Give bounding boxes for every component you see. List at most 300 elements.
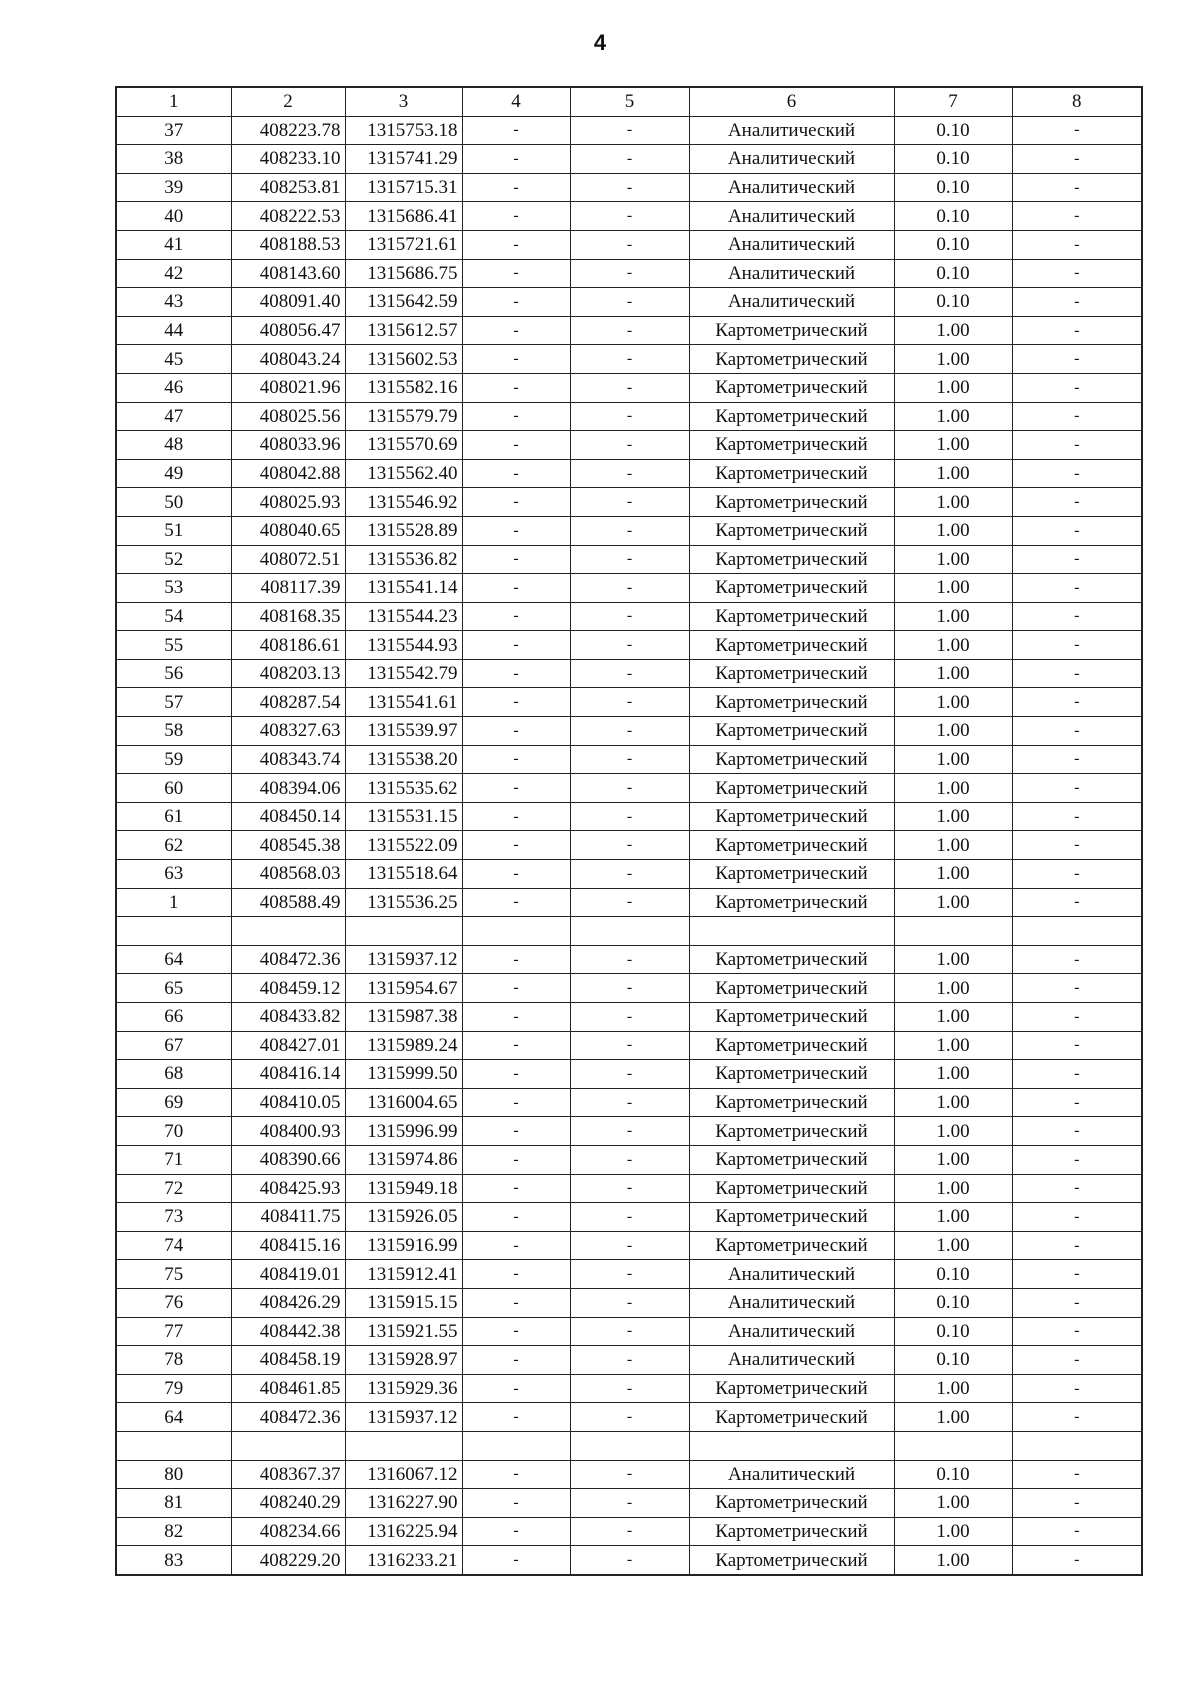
accuracy-cell: 1.00 bbox=[894, 459, 1012, 488]
column-5-cell: - bbox=[570, 1203, 689, 1232]
column-4-cell: - bbox=[462, 1489, 570, 1518]
table-row bbox=[116, 1060, 1142, 1089]
column-8-cell: - bbox=[1012, 259, 1142, 288]
x-coordinate-cell: 408056.47 bbox=[231, 316, 345, 345]
method-cell: Картометрический bbox=[689, 688, 894, 717]
method-cell bbox=[689, 1431, 894, 1460]
column-8-cell: - bbox=[1012, 574, 1142, 603]
column-4-cell: - bbox=[462, 574, 570, 603]
accuracy-cell: 0.10 bbox=[894, 116, 1012, 145]
accuracy-cell: 0.10 bbox=[894, 1260, 1012, 1289]
x-coordinate-cell: 408091.40 bbox=[231, 288, 345, 317]
column-8-cell: - bbox=[1012, 1231, 1142, 1260]
accuracy-cell: 0.10 bbox=[894, 145, 1012, 174]
column-4-cell: - bbox=[462, 1346, 570, 1375]
page-number: 4 bbox=[593, 30, 607, 55]
point-number-cell: 57 bbox=[116, 688, 231, 717]
column-4-cell: - bbox=[462, 402, 570, 431]
y-coordinate-cell: 1315518.64 bbox=[345, 860, 462, 889]
y-coordinate-cell: 1315753.18 bbox=[345, 116, 462, 145]
column-5-cell bbox=[570, 1431, 689, 1460]
table-row bbox=[116, 745, 1142, 774]
method-cell: Картометрический bbox=[689, 1231, 894, 1260]
accuracy-cell: 1.00 bbox=[894, 545, 1012, 574]
x-coordinate-cell: 408419.01 bbox=[231, 1260, 345, 1289]
column-5-cell: - bbox=[570, 1374, 689, 1403]
column-4-cell: - bbox=[462, 1317, 570, 1346]
x-coordinate-cell: 408233.10 bbox=[231, 145, 345, 174]
column-4-cell: - bbox=[462, 1145, 570, 1174]
point-number-cell: 82 bbox=[116, 1517, 231, 1546]
column-5-cell: - bbox=[570, 1117, 689, 1146]
column-8-cell: - bbox=[1012, 688, 1142, 717]
column-4-cell: - bbox=[462, 1117, 570, 1146]
column-8-cell: - bbox=[1012, 631, 1142, 660]
method-cell: Аналитический bbox=[689, 1288, 894, 1317]
column-5-cell: - bbox=[570, 402, 689, 431]
x-coordinate-cell: 408425.93 bbox=[231, 1174, 345, 1203]
point-number-cell: 44 bbox=[116, 316, 231, 345]
x-coordinate-cell: 408040.65 bbox=[231, 516, 345, 545]
table-row bbox=[116, 316, 1142, 345]
x-coordinate-cell: 408390.66 bbox=[231, 1145, 345, 1174]
accuracy-cell: 1.00 bbox=[894, 831, 1012, 860]
y-coordinate-cell: 1315531.15 bbox=[345, 802, 462, 831]
y-coordinate-cell: 1315912.41 bbox=[345, 1260, 462, 1289]
table-body bbox=[116, 116, 1142, 1575]
accuracy-cell: 1.00 bbox=[894, 1517, 1012, 1546]
point-number-cell: 83 bbox=[116, 1546, 231, 1575]
table-row bbox=[116, 145, 1142, 174]
column-4-cell: - bbox=[462, 717, 570, 746]
column-5-cell: - bbox=[570, 173, 689, 202]
accuracy-cell: 1.00 bbox=[894, 688, 1012, 717]
method-cell: Аналитический bbox=[689, 1346, 894, 1375]
x-coordinate-cell: 408043.24 bbox=[231, 345, 345, 374]
y-coordinate-cell: 1315949.18 bbox=[345, 1174, 462, 1203]
point-number-cell: 76 bbox=[116, 1288, 231, 1317]
accuracy-cell: 1.00 bbox=[894, 1088, 1012, 1117]
y-coordinate-cell: 1315544.23 bbox=[345, 602, 462, 631]
method-cell: Картометрический bbox=[689, 745, 894, 774]
point-number-cell: 79 bbox=[116, 1374, 231, 1403]
method-cell: Картометрический bbox=[689, 1489, 894, 1518]
accuracy-cell: 0.10 bbox=[894, 259, 1012, 288]
accuracy-cell: 1.00 bbox=[894, 373, 1012, 402]
column-4-cell: - bbox=[462, 974, 570, 1003]
x-coordinate-cell: 408461.85 bbox=[231, 1374, 345, 1403]
accuracy-cell: 1.00 bbox=[894, 431, 1012, 460]
accuracy-cell bbox=[894, 917, 1012, 946]
x-coordinate-cell: 408186.61 bbox=[231, 631, 345, 660]
accuracy-cell: 0.10 bbox=[894, 1317, 1012, 1346]
table-row bbox=[116, 1003, 1142, 1032]
method-cell: Картометрический bbox=[689, 860, 894, 889]
method-cell: Аналитический bbox=[689, 230, 894, 259]
x-coordinate-cell: 408240.29 bbox=[231, 1489, 345, 1518]
column-4-cell: - bbox=[462, 1460, 570, 1489]
method-cell: Картометрический bbox=[689, 345, 894, 374]
y-coordinate-cell: 1315538.20 bbox=[345, 745, 462, 774]
point-number-cell: 54 bbox=[116, 602, 231, 631]
point-number-cell: 62 bbox=[116, 831, 231, 860]
method-cell: Картометрический bbox=[689, 373, 894, 402]
y-coordinate-cell: 1315546.92 bbox=[345, 488, 462, 517]
x-coordinate-cell: 408416.14 bbox=[231, 1060, 345, 1089]
column-5-cell: - bbox=[570, 1546, 689, 1575]
column-5-cell: - bbox=[570, 145, 689, 174]
method-cell: Картометрический bbox=[689, 631, 894, 660]
column-8-cell: - bbox=[1012, 1174, 1142, 1203]
column-5-cell: - bbox=[570, 316, 689, 345]
column-5-cell: - bbox=[570, 860, 689, 889]
y-coordinate-cell: 1315926.05 bbox=[345, 1203, 462, 1232]
table-row bbox=[116, 1346, 1142, 1375]
table-row bbox=[116, 1088, 1142, 1117]
y-coordinate-cell: 1315570.69 bbox=[345, 431, 462, 460]
column-8-cell: - bbox=[1012, 1517, 1142, 1546]
accuracy-cell: 1.00 bbox=[894, 1060, 1012, 1089]
point-number-cell: 67 bbox=[116, 1031, 231, 1060]
y-coordinate-cell: 1315612.57 bbox=[345, 316, 462, 345]
x-coordinate-cell: 408327.63 bbox=[231, 717, 345, 746]
table-row bbox=[116, 860, 1142, 889]
column-header: 8 bbox=[1012, 87, 1142, 116]
x-coordinate-cell: 408472.36 bbox=[231, 1403, 345, 1432]
point-number-cell: 55 bbox=[116, 631, 231, 660]
x-coordinate-cell: 408459.12 bbox=[231, 974, 345, 1003]
y-coordinate-cell: 1315928.97 bbox=[345, 1346, 462, 1375]
column-5-cell: - bbox=[570, 516, 689, 545]
method-cell: Картометрический bbox=[689, 1374, 894, 1403]
column-5-cell: - bbox=[570, 116, 689, 145]
table-row bbox=[116, 1203, 1142, 1232]
column-5-cell: - bbox=[570, 688, 689, 717]
column-8-cell: - bbox=[1012, 1288, 1142, 1317]
column-5-cell: - bbox=[570, 1060, 689, 1089]
column-5-cell: - bbox=[570, 1031, 689, 1060]
table-row bbox=[116, 202, 1142, 231]
point-number-cell: 45 bbox=[116, 345, 231, 374]
method-cell: Картометрический bbox=[689, 1517, 894, 1546]
x-coordinate-cell: 408025.56 bbox=[231, 402, 345, 431]
column-4-cell: - bbox=[462, 230, 570, 259]
table-row bbox=[116, 1374, 1142, 1403]
column-4-cell: - bbox=[462, 631, 570, 660]
table-row bbox=[116, 1489, 1142, 1518]
method-cell: Картометрический bbox=[689, 1117, 894, 1146]
column-4-cell: - bbox=[462, 1031, 570, 1060]
column-5-cell: - bbox=[570, 659, 689, 688]
x-coordinate-cell: 408411.75 bbox=[231, 1203, 345, 1232]
y-coordinate-cell: 1315929.36 bbox=[345, 1374, 462, 1403]
x-coordinate-cell: 408117.39 bbox=[231, 574, 345, 603]
column-8-cell: - bbox=[1012, 488, 1142, 517]
table-row bbox=[116, 1403, 1142, 1432]
table-row bbox=[116, 945, 1142, 974]
column-4-cell: - bbox=[462, 259, 570, 288]
column-5-cell: - bbox=[570, 888, 689, 917]
x-coordinate-cell: 408427.01 bbox=[231, 1031, 345, 1060]
method-cell: Картометрический bbox=[689, 459, 894, 488]
y-coordinate-cell: 1316004.65 bbox=[345, 1088, 462, 1117]
column-8-cell: - bbox=[1012, 659, 1142, 688]
accuracy-cell: 1.00 bbox=[894, 316, 1012, 345]
x-coordinate-cell: 408442.38 bbox=[231, 1317, 345, 1346]
point-number-cell: 37 bbox=[116, 116, 231, 145]
column-5-cell: - bbox=[570, 1489, 689, 1518]
point-number-cell: 75 bbox=[116, 1260, 231, 1289]
x-coordinate-cell: 408168.35 bbox=[231, 602, 345, 631]
column-4-cell: - bbox=[462, 116, 570, 145]
column-5-cell: - bbox=[570, 717, 689, 746]
column-4-cell: - bbox=[462, 745, 570, 774]
accuracy-cell: 0.10 bbox=[894, 1460, 1012, 1489]
x-coordinate-cell: 408415.16 bbox=[231, 1231, 345, 1260]
table-row bbox=[116, 831, 1142, 860]
column-header: 5 bbox=[570, 87, 689, 116]
accuracy-cell: 1.00 bbox=[894, 345, 1012, 374]
table-row bbox=[116, 459, 1142, 488]
column-4-cell: - bbox=[462, 1231, 570, 1260]
table-row bbox=[116, 802, 1142, 831]
column-4-cell: - bbox=[462, 1546, 570, 1575]
column-4-cell: - bbox=[462, 1203, 570, 1232]
column-8-cell: - bbox=[1012, 373, 1142, 402]
y-coordinate-cell: 1315987.38 bbox=[345, 1003, 462, 1032]
column-4-cell: - bbox=[462, 1003, 570, 1032]
column-8-cell: - bbox=[1012, 230, 1142, 259]
column-8-cell: - bbox=[1012, 1060, 1142, 1089]
x-coordinate-cell: 408568.03 bbox=[231, 860, 345, 889]
accuracy-cell: 1.00 bbox=[894, 1546, 1012, 1575]
accuracy-cell: 1.00 bbox=[894, 802, 1012, 831]
table-row bbox=[116, 488, 1142, 517]
column-8-cell: - bbox=[1012, 802, 1142, 831]
column-header: 6 bbox=[689, 87, 894, 116]
point-number-cell: 39 bbox=[116, 173, 231, 202]
table-row bbox=[116, 1031, 1142, 1060]
x-coordinate-cell bbox=[231, 1431, 345, 1460]
column-8-cell: - bbox=[1012, 459, 1142, 488]
column-8-cell: - bbox=[1012, 888, 1142, 917]
table-row bbox=[116, 688, 1142, 717]
accuracy-cell: 0.10 bbox=[894, 202, 1012, 231]
method-cell: Картометрический bbox=[689, 316, 894, 345]
x-coordinate-cell: 408458.19 bbox=[231, 1346, 345, 1375]
method-cell bbox=[689, 917, 894, 946]
column-8-cell: - bbox=[1012, 116, 1142, 145]
method-cell: Картометрический bbox=[689, 1203, 894, 1232]
y-coordinate-cell: 1315721.61 bbox=[345, 230, 462, 259]
column-4-cell: - bbox=[462, 431, 570, 460]
point-number-cell: 40 bbox=[116, 202, 231, 231]
y-coordinate-cell: 1315974.86 bbox=[345, 1145, 462, 1174]
accuracy-cell: 1.00 bbox=[894, 860, 1012, 889]
point-number-cell: 64 bbox=[116, 945, 231, 974]
column-8-cell bbox=[1012, 917, 1142, 946]
column-4-cell: - bbox=[462, 1403, 570, 1432]
column-8-cell: - bbox=[1012, 545, 1142, 574]
table-row bbox=[116, 1317, 1142, 1346]
method-cell: Картометрический bbox=[689, 831, 894, 860]
y-coordinate-cell: 1315686.41 bbox=[345, 202, 462, 231]
point-number-cell: 51 bbox=[116, 516, 231, 545]
column-8-cell: - bbox=[1012, 1546, 1142, 1575]
method-cell: Картометрический bbox=[689, 602, 894, 631]
column-8-cell: - bbox=[1012, 1460, 1142, 1489]
method-cell: Картометрический bbox=[689, 431, 894, 460]
column-4-cell: - bbox=[462, 516, 570, 545]
accuracy-cell bbox=[894, 1431, 1012, 1460]
column-8-cell: - bbox=[1012, 316, 1142, 345]
column-8-cell: - bbox=[1012, 402, 1142, 431]
point-number-cell: 49 bbox=[116, 459, 231, 488]
table-row bbox=[116, 373, 1142, 402]
column-4-cell: - bbox=[462, 316, 570, 345]
column-8-cell: - bbox=[1012, 431, 1142, 460]
column-5-cell: - bbox=[570, 945, 689, 974]
point-number-cell: 59 bbox=[116, 745, 231, 774]
column-header: 2 bbox=[231, 87, 345, 116]
accuracy-cell: 1.00 bbox=[894, 945, 1012, 974]
column-5-cell: - bbox=[570, 1288, 689, 1317]
method-cell: Аналитический bbox=[689, 1260, 894, 1289]
method-cell: Картометрический bbox=[689, 1403, 894, 1432]
point-number-cell: 71 bbox=[116, 1145, 231, 1174]
table-row bbox=[116, 345, 1142, 374]
x-coordinate-cell: 408033.96 bbox=[231, 431, 345, 460]
y-coordinate-cell: 1315999.50 bbox=[345, 1060, 462, 1089]
table-row bbox=[116, 1231, 1142, 1260]
y-coordinate-cell: 1315544.93 bbox=[345, 631, 462, 660]
column-8-cell: - bbox=[1012, 1031, 1142, 1060]
column-4-cell: - bbox=[462, 1517, 570, 1546]
column-4-cell: - bbox=[462, 659, 570, 688]
column-5-cell: - bbox=[570, 1174, 689, 1203]
x-coordinate-cell: 408545.38 bbox=[231, 831, 345, 860]
column-5-cell: - bbox=[570, 431, 689, 460]
x-coordinate-cell: 408433.82 bbox=[231, 1003, 345, 1032]
point-number-cell: 46 bbox=[116, 373, 231, 402]
y-coordinate-cell: 1315541.14 bbox=[345, 574, 462, 603]
column-5-cell: - bbox=[570, 1317, 689, 1346]
column-4-cell: - bbox=[462, 1174, 570, 1203]
x-coordinate-cell: 408367.37 bbox=[231, 1460, 345, 1489]
accuracy-cell: 1.00 bbox=[894, 888, 1012, 917]
column-8-cell: - bbox=[1012, 173, 1142, 202]
point-number-cell: 68 bbox=[116, 1060, 231, 1089]
point-number-cell: 72 bbox=[116, 1174, 231, 1203]
accuracy-cell: 0.10 bbox=[894, 1346, 1012, 1375]
x-coordinate-cell: 408143.60 bbox=[231, 259, 345, 288]
point-number-cell: 52 bbox=[116, 545, 231, 574]
point-number-cell bbox=[116, 1431, 231, 1460]
y-coordinate-cell: 1315715.31 bbox=[345, 173, 462, 202]
column-5-cell: - bbox=[570, 545, 689, 574]
column-4-cell bbox=[462, 1431, 570, 1460]
column-header: 4 bbox=[462, 87, 570, 116]
column-5-cell: - bbox=[570, 631, 689, 660]
column-8-cell: - bbox=[1012, 1317, 1142, 1346]
accuracy-cell: 1.00 bbox=[894, 745, 1012, 774]
point-number-cell: 58 bbox=[116, 717, 231, 746]
accuracy-cell: 0.10 bbox=[894, 288, 1012, 317]
accuracy-cell: 1.00 bbox=[894, 1203, 1012, 1232]
x-coordinate-cell: 408450.14 bbox=[231, 802, 345, 831]
method-cell: Аналитический bbox=[689, 202, 894, 231]
column-8-cell: - bbox=[1012, 974, 1142, 1003]
x-coordinate-cell: 408410.05 bbox=[231, 1088, 345, 1117]
y-coordinate-cell: 1315582.16 bbox=[345, 373, 462, 402]
y-coordinate-cell: 1315642.59 bbox=[345, 288, 462, 317]
column-5-cell: - bbox=[570, 574, 689, 603]
table-row bbox=[116, 288, 1142, 317]
x-coordinate-cell bbox=[231, 917, 345, 946]
accuracy-cell: 1.00 bbox=[894, 1145, 1012, 1174]
column-4-cell: - bbox=[462, 459, 570, 488]
column-8-cell: - bbox=[1012, 1088, 1142, 1117]
column-8-cell: - bbox=[1012, 202, 1142, 231]
column-8-cell: - bbox=[1012, 1145, 1142, 1174]
table-row bbox=[116, 631, 1142, 660]
column-8-cell: - bbox=[1012, 860, 1142, 889]
method-cell: Аналитический bbox=[689, 1460, 894, 1489]
x-coordinate-cell: 408203.13 bbox=[231, 659, 345, 688]
point-number-cell: 74 bbox=[116, 1231, 231, 1260]
accuracy-cell: 1.00 bbox=[894, 1231, 1012, 1260]
column-5-cell: - bbox=[570, 1003, 689, 1032]
y-coordinate-cell: 1315954.67 bbox=[345, 974, 462, 1003]
x-coordinate-cell: 408394.06 bbox=[231, 774, 345, 803]
table-row bbox=[116, 545, 1142, 574]
y-coordinate-cell: 1315536.25 bbox=[345, 888, 462, 917]
table-row bbox=[116, 717, 1142, 746]
y-coordinate-cell: 1315741.29 bbox=[345, 145, 462, 174]
y-coordinate-cell: 1315989.24 bbox=[345, 1031, 462, 1060]
column-4-cell: - bbox=[462, 602, 570, 631]
point-number-cell: 64 bbox=[116, 1403, 231, 1432]
table-row bbox=[116, 516, 1142, 545]
column-8-cell: - bbox=[1012, 345, 1142, 374]
column-8-cell: - bbox=[1012, 1346, 1142, 1375]
point-number-cell: 53 bbox=[116, 574, 231, 603]
column-5-cell: - bbox=[570, 1403, 689, 1432]
column-5-cell: - bbox=[570, 1460, 689, 1489]
method-cell: Аналитический bbox=[689, 173, 894, 202]
method-cell: Картометрический bbox=[689, 488, 894, 517]
table-row bbox=[116, 402, 1142, 431]
x-coordinate-cell: 408021.96 bbox=[231, 373, 345, 402]
point-number-cell: 78 bbox=[116, 1346, 231, 1375]
y-coordinate-cell: 1315996.99 bbox=[345, 1117, 462, 1146]
x-coordinate-cell: 408025.93 bbox=[231, 488, 345, 517]
x-coordinate-cell: 408042.88 bbox=[231, 459, 345, 488]
column-8-cell: - bbox=[1012, 945, 1142, 974]
accuracy-cell: 1.00 bbox=[894, 516, 1012, 545]
column-5-cell: - bbox=[570, 288, 689, 317]
column-8-cell: - bbox=[1012, 745, 1142, 774]
column-8-cell: - bbox=[1012, 1403, 1142, 1432]
table-row bbox=[116, 774, 1142, 803]
x-coordinate-cell: 408072.51 bbox=[231, 545, 345, 574]
method-cell: Картометрический bbox=[689, 1003, 894, 1032]
accuracy-cell: 1.00 bbox=[894, 659, 1012, 688]
accuracy-cell: 1.00 bbox=[894, 1403, 1012, 1432]
column-4-cell: - bbox=[462, 774, 570, 803]
y-coordinate-cell: 1315602.53 bbox=[345, 345, 462, 374]
accuracy-cell: 1.00 bbox=[894, 402, 1012, 431]
